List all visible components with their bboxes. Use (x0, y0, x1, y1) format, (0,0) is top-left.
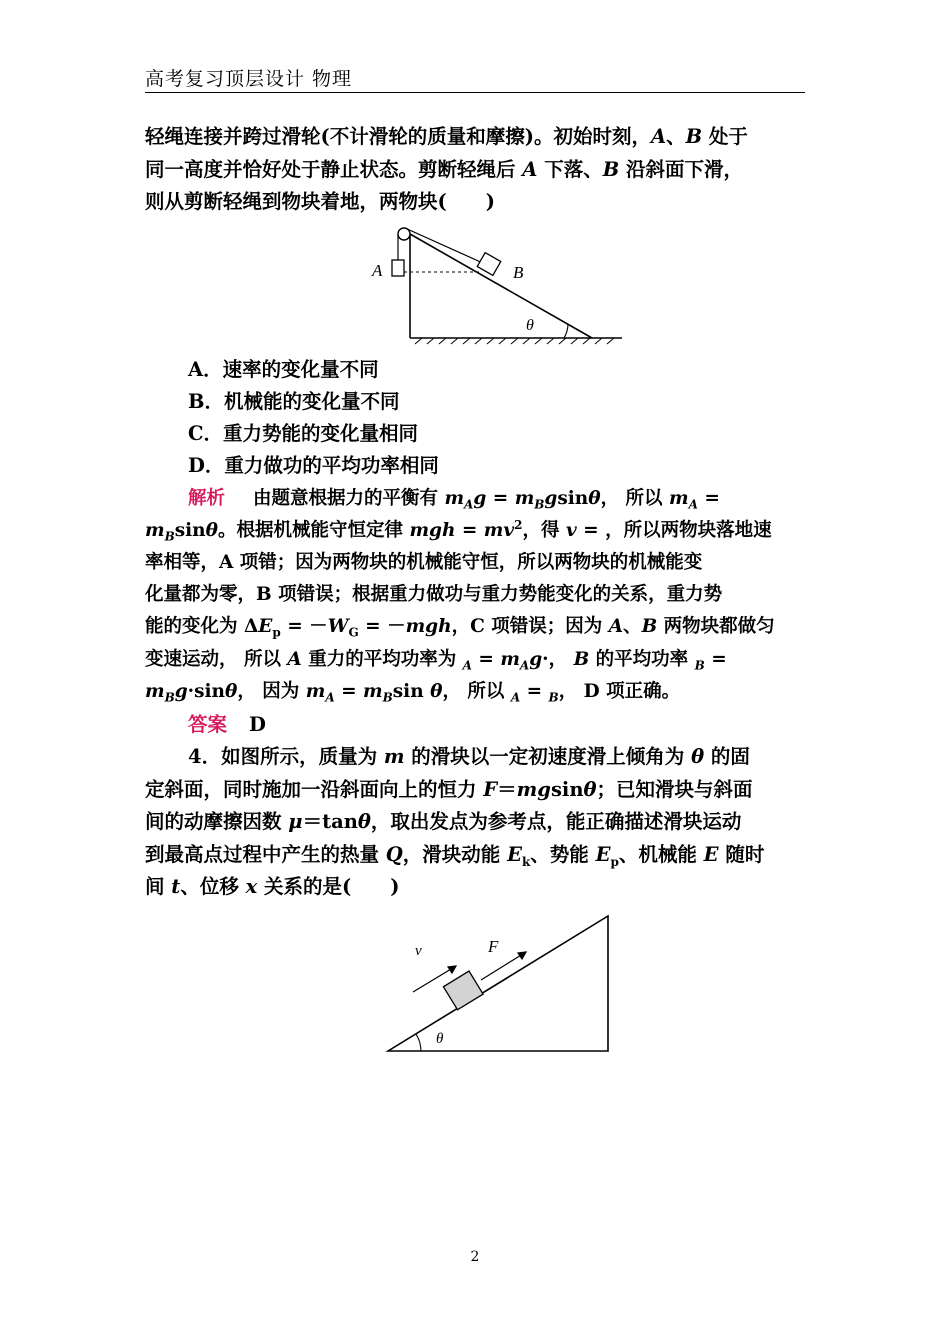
text-run: θ (357, 810, 371, 833)
text-run: 、 (666, 125, 686, 148)
text-run: A (519, 658, 530, 673)
label-f: F (488, 937, 499, 956)
text-run: g (529, 649, 543, 670)
analysis-line-7 (145, 677, 680, 707)
text-run: sin (392, 681, 431, 702)
text-run: g (174, 681, 188, 702)
text-run: B (573, 649, 590, 670)
var-a: A (650, 125, 667, 148)
option-a (188, 355, 379, 385)
option-letter: A． (188, 358, 223, 381)
text-run: 变速运动， 所以 (145, 649, 288, 670)
text-run: 、机械能 (618, 843, 704, 866)
text-run: = (520, 681, 549, 702)
rope-incline (405, 228, 485, 264)
option-text: 速率的变化量不同 (222, 358, 379, 381)
question4-line-3 (145, 807, 741, 837)
option-text: 重力势能的变化量相同 (223, 422, 419, 445)
text-run: ·， (542, 649, 574, 670)
analysis-line-5 (145, 612, 775, 642)
text-run: x (245, 875, 258, 898)
answer-label: 答案 (188, 713, 228, 736)
text-run: 2 (514, 517, 523, 532)
text-run: F (483, 778, 498, 801)
text-run: m (483, 520, 504, 541)
text-run: A (608, 616, 624, 637)
question4-line-4 (145, 840, 764, 870)
analysis-line-3: 率相等，A 项错；因为两物块的机械能守恒，所以两物块的机械能变 (145, 552, 703, 573)
text-run: m (145, 520, 165, 541)
text-run: ， 所以 (442, 681, 511, 702)
text-run: A (325, 690, 335, 705)
text-run: ， 所以 (600, 488, 669, 509)
text-run: A (462, 658, 472, 673)
text-run: ＝ (497, 778, 517, 801)
text-run: m (145, 681, 165, 702)
text-run: ·sin (187, 681, 226, 702)
analysis-line-2 (145, 516, 772, 546)
text-run: 随时 (718, 843, 765, 866)
text-run: G (348, 625, 359, 640)
text-run: 由题意根据力的平衡有 (253, 488, 445, 509)
text-run: k (521, 854, 531, 869)
block-b (477, 253, 501, 276)
text-run: A (464, 497, 474, 512)
text-run: 间的动摩擦因数 (145, 810, 289, 833)
block-a (392, 260, 404, 276)
text-run: 、位移 (180, 875, 246, 898)
text-run: μ (288, 810, 303, 833)
text-run: Q (385, 843, 403, 866)
text-run: 的固 (704, 745, 750, 768)
text-run: mg (516, 778, 551, 801)
text-run: m (500, 649, 520, 670)
text-run: W (327, 616, 349, 637)
ground-hatching (415, 338, 614, 344)
sliding-block (443, 971, 483, 1010)
text-run: p (272, 625, 281, 640)
text-run: B (641, 616, 658, 637)
label-a: A (372, 261, 383, 280)
text-run: θ (205, 520, 218, 541)
option-b (188, 387, 400, 417)
text-run: = (697, 488, 720, 509)
text-run: 重力的平均功率为 (301, 649, 463, 670)
text-run: mgh (405, 616, 452, 637)
text-run: θ (691, 745, 705, 768)
text-run: m (514, 488, 535, 509)
label-theta: θ (436, 1031, 444, 1047)
text-run: 4．如图所示，质量为 (188, 745, 384, 768)
text-run: B (382, 690, 393, 705)
text-run: 、势能 (530, 843, 596, 866)
header-divider (145, 92, 805, 93)
text-run: B (164, 529, 175, 544)
text-run: A (510, 690, 521, 705)
text-run: 的平均功率 (589, 649, 695, 670)
text-run: sin (557, 488, 589, 509)
text-run: sin (550, 778, 584, 801)
analysis-line-4: 化量都为零，B 项错误；根据重力做功与重力势能变化的关系，重力势 (145, 584, 723, 605)
page-number: 2 (470, 1249, 480, 1265)
text-run: = (704, 649, 727, 670)
text-run: θ (430, 681, 443, 702)
option-letter: C． (188, 422, 224, 445)
text-run: ， D 项正确。 (558, 681, 681, 702)
var-a: A (522, 158, 538, 181)
incline-surface (410, 234, 592, 338)
text-run: m (444, 488, 465, 509)
question4-line-1 (188, 742, 750, 772)
text-run: m (363, 681, 383, 702)
text-run: 关系的是( ) (257, 875, 400, 898)
text-run: p (610, 854, 619, 869)
text-run: = ，所以两物块落地速 (576, 520, 772, 541)
incline-block-figure (380, 905, 620, 1060)
text-run: 定斜面，同时施加一沿斜面向上的恒力 (145, 778, 484, 801)
analysis-line-6 (145, 645, 727, 675)
text-run: ， 因为 (237, 681, 306, 702)
text-run: ，C 项错误；因为 (451, 616, 609, 637)
force-arrow (481, 952, 526, 980)
text-run: B (548, 690, 559, 705)
text-run: = (455, 520, 484, 541)
text-run: E (595, 843, 611, 866)
text-run: = (334, 681, 364, 702)
text-run: g (544, 488, 558, 509)
text-run: g (473, 488, 487, 509)
text-run: v (565, 520, 577, 541)
text-run: = (486, 488, 515, 509)
page-header: 高考复习顶层设计 物理 (145, 68, 353, 90)
text-run: ，滑块动能 (402, 843, 508, 866)
question4-line-5 (145, 872, 400, 902)
label-v: v (415, 943, 422, 959)
text-run: 两物块都做匀 (657, 616, 775, 637)
text-run: t (171, 875, 181, 898)
text-run: m (669, 488, 689, 509)
answer-line (188, 710, 266, 740)
text-run: 的滑块以一定初速度滑上倾角为 (404, 745, 692, 768)
answer-value: D (249, 713, 266, 736)
text-run: θ (588, 488, 601, 509)
text-run: E (258, 616, 273, 637)
text-run: 处于 (702, 125, 748, 148)
prev-question-line-2 (145, 155, 743, 185)
text-run: 、 (623, 616, 642, 637)
prev-question-line-3: 则从剪断轻绳到物块着地，两物块( ) (145, 190, 495, 213)
option-text: 重力做功的平均功率相同 (224, 454, 439, 477)
label-b: B (513, 263, 524, 282)
text-run: 间 (145, 875, 172, 898)
text-run: 沿斜面下滑， (619, 158, 744, 181)
text-run: m (383, 745, 405, 768)
text-run: A (287, 649, 302, 670)
pulley-incline-figure (360, 220, 630, 345)
text-run: θ (225, 681, 238, 702)
text-run: = (471, 649, 501, 670)
text-run: ，取出发点为参考点，能正确描述滑块运动 (370, 810, 742, 833)
text-run: ，得 (522, 520, 566, 541)
text-run: A (688, 497, 698, 512)
text-run: B (164, 690, 175, 705)
text-run: θ (583, 778, 597, 801)
question4-line-2 (145, 775, 753, 805)
text-run: = － (358, 616, 406, 637)
text-run: E (703, 843, 719, 866)
text-run: 下落、 (537, 158, 603, 181)
text-run: ；已知滑块与斜面 (596, 778, 753, 801)
analysis-label: 解析 (188, 488, 226, 509)
analysis-line-1 (188, 484, 720, 514)
label-theta: θ (526, 317, 534, 334)
text-run: v (503, 520, 515, 541)
var-b: B (685, 125, 703, 148)
text-run: 。根据机械能守恒定律 (217, 520, 410, 541)
option-text: 机械能的变化量不同 (223, 390, 400, 413)
text-run: B (534, 497, 545, 512)
option-letter: D． (188, 454, 225, 477)
var-b: B (602, 158, 620, 181)
theta-arc (416, 1034, 421, 1051)
text-run: 到最高点过程中产生的热量 (145, 843, 386, 866)
text-run: E (507, 843, 522, 866)
option-d (188, 451, 439, 481)
text-run: 能的变化为 Δ (145, 616, 259, 637)
text-run: 同一高度并恰好处于静止状态。剪断轻绳后 (145, 158, 523, 181)
option-letter: B． (188, 390, 224, 413)
text-run: = － (280, 616, 328, 637)
theta-arc (564, 324, 568, 338)
text-run: ＝tan (302, 810, 358, 833)
option-c (188, 419, 418, 449)
text-run: sin (174, 520, 206, 541)
prev-question-line-1 (145, 122, 748, 152)
text-run: B (694, 658, 705, 673)
text-run: 轻绳连接并跨过滑轮(不计滑轮的质量和摩擦)。初始时刻， (145, 125, 651, 148)
text-run: mgh (409, 520, 456, 541)
text-run: m (305, 681, 326, 702)
